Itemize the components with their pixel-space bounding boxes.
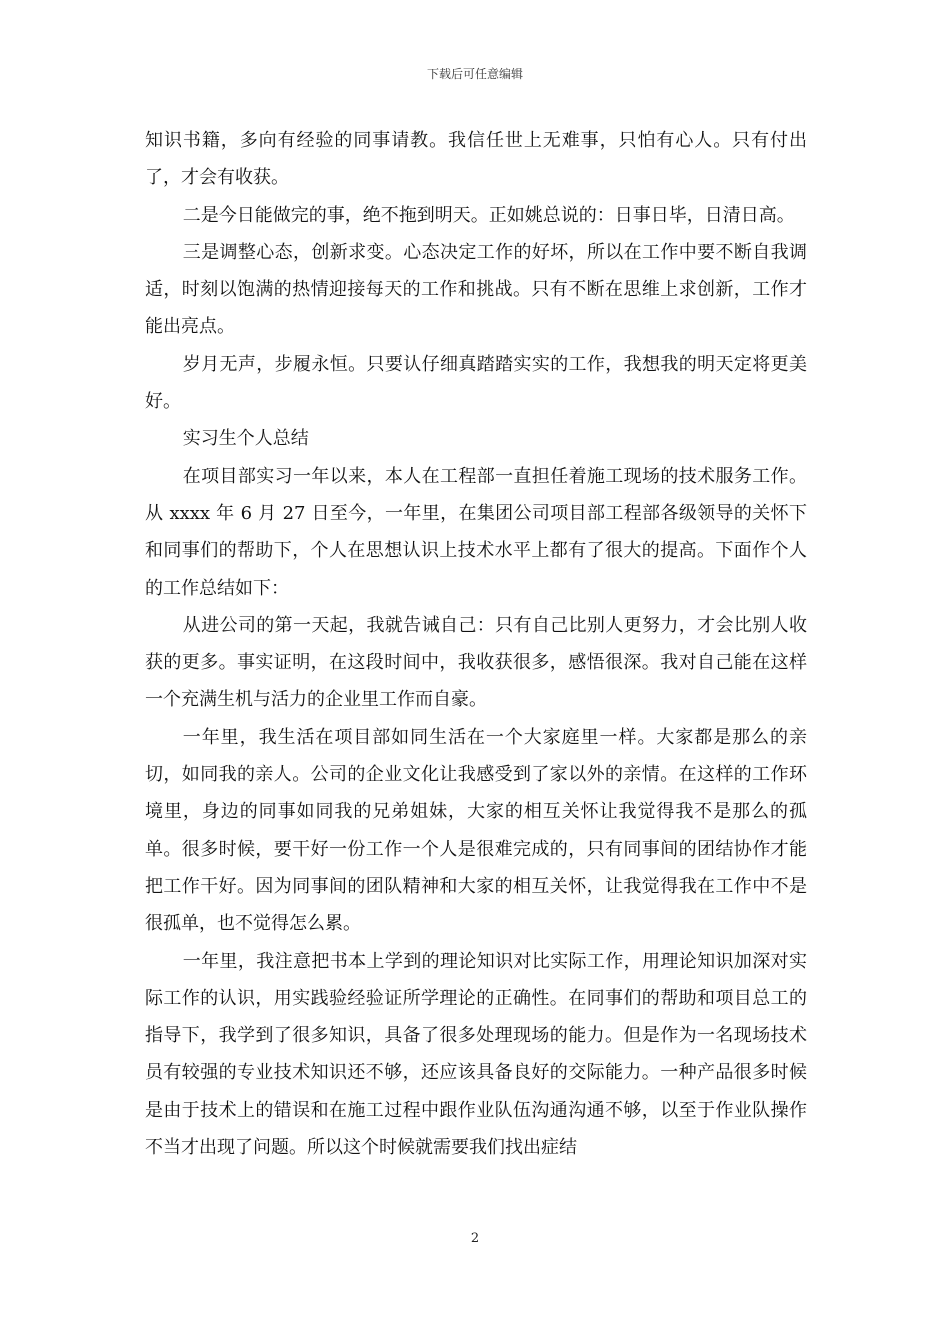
document-body <box>145 122 807 1166</box>
paragraph-7: 一年里，我生活在项目部如同生活在一个大家庭里一样。大家都是那么的亲切，如同我的亲人。公司的企业文化让我感受到了家以外的亲情。在这样的工作环境里，身边的同事如同我的兄弟姐妹，大家的相互关怀让我觉得我不是那么的孤单。很多时候，要干好一份工作一个人是很难完成的，只有同事间的团结协作才能把工作干好。因为同事间的团队精神和大家的相互关怀，让我觉得我在工作中不是很孤单，也不觉得怎么累。 <box>145 726 807 935</box>
paragraph-5: 在项目部实习一年以来，本人在工程部一直担任着施工现场的技术服务工作。从 xxxx 年 6 月 27 日至今，一年里，在集团公司项目部工程部各级领导的关怀下和同事们的帮助下，个人在思想认识上技术水平上都有了很大的提高。下面作个人的工作总结如下： <box>145 465 807 599</box>
paragraph-6: 从进公司的第一天起，我就告诫自己：只有自己比别人更努力，才会比别人收获的更多。事实证明，在这段时间中，我收获很多，感悟很深。我对自己能在这样一个充满生机与活力的企业里工作而自豪。 <box>145 614 807 711</box>
paragraph-2: 二是今日能做完的事，绝不拖到明天。正如姚总说的：日事日毕，日清日高。 <box>182 204 795 226</box>
page-header: 下载后可任意编辑 <box>426 67 523 81</box>
paragraph-3: 三是调整心态，创新求变。心态决定工作的好坏，所以在工作中要不断自我调适，时刻以饱满的热情迎接每天的工作和挑战。只有不断在思维上求创新，工作才能出亮点。 <box>145 241 807 338</box>
paragraph-8: 一年里，我注意把书本上学到的理论知识对比实际工作，用理论知识加深对实际工作的认识，用实践验经验证所学理论的正确性。在同事们的帮助和项目总工的指导下，我学到了很多知识，具备了很多处理现场的能力。但是作为一名现场技术员有较强的专业技术知识还不够，还应该具备良好的交际能力。一种产品很多时候是由于技术上的错误和在施工过程中跟作业队伍沟通沟通不够，以至于作业队操作不当才出现了问题。所以这个时候就需要我们找出症结 <box>145 950 807 1159</box>
page-number: 2 <box>470 1231 480 1246</box>
paragraph-4: 岁月无声，步履永恒。只要认仔细真踏踏实实的工作，我想我的明天定将更美好。 <box>145 353 807 413</box>
paragraph-1: 知识书籍，多向有经验的同事请教。我信任世上无难事，只怕有心人。只有付出了，才会有收获。 <box>145 130 807 189</box>
section-heading: 实习生个人总结 <box>182 428 309 450</box>
